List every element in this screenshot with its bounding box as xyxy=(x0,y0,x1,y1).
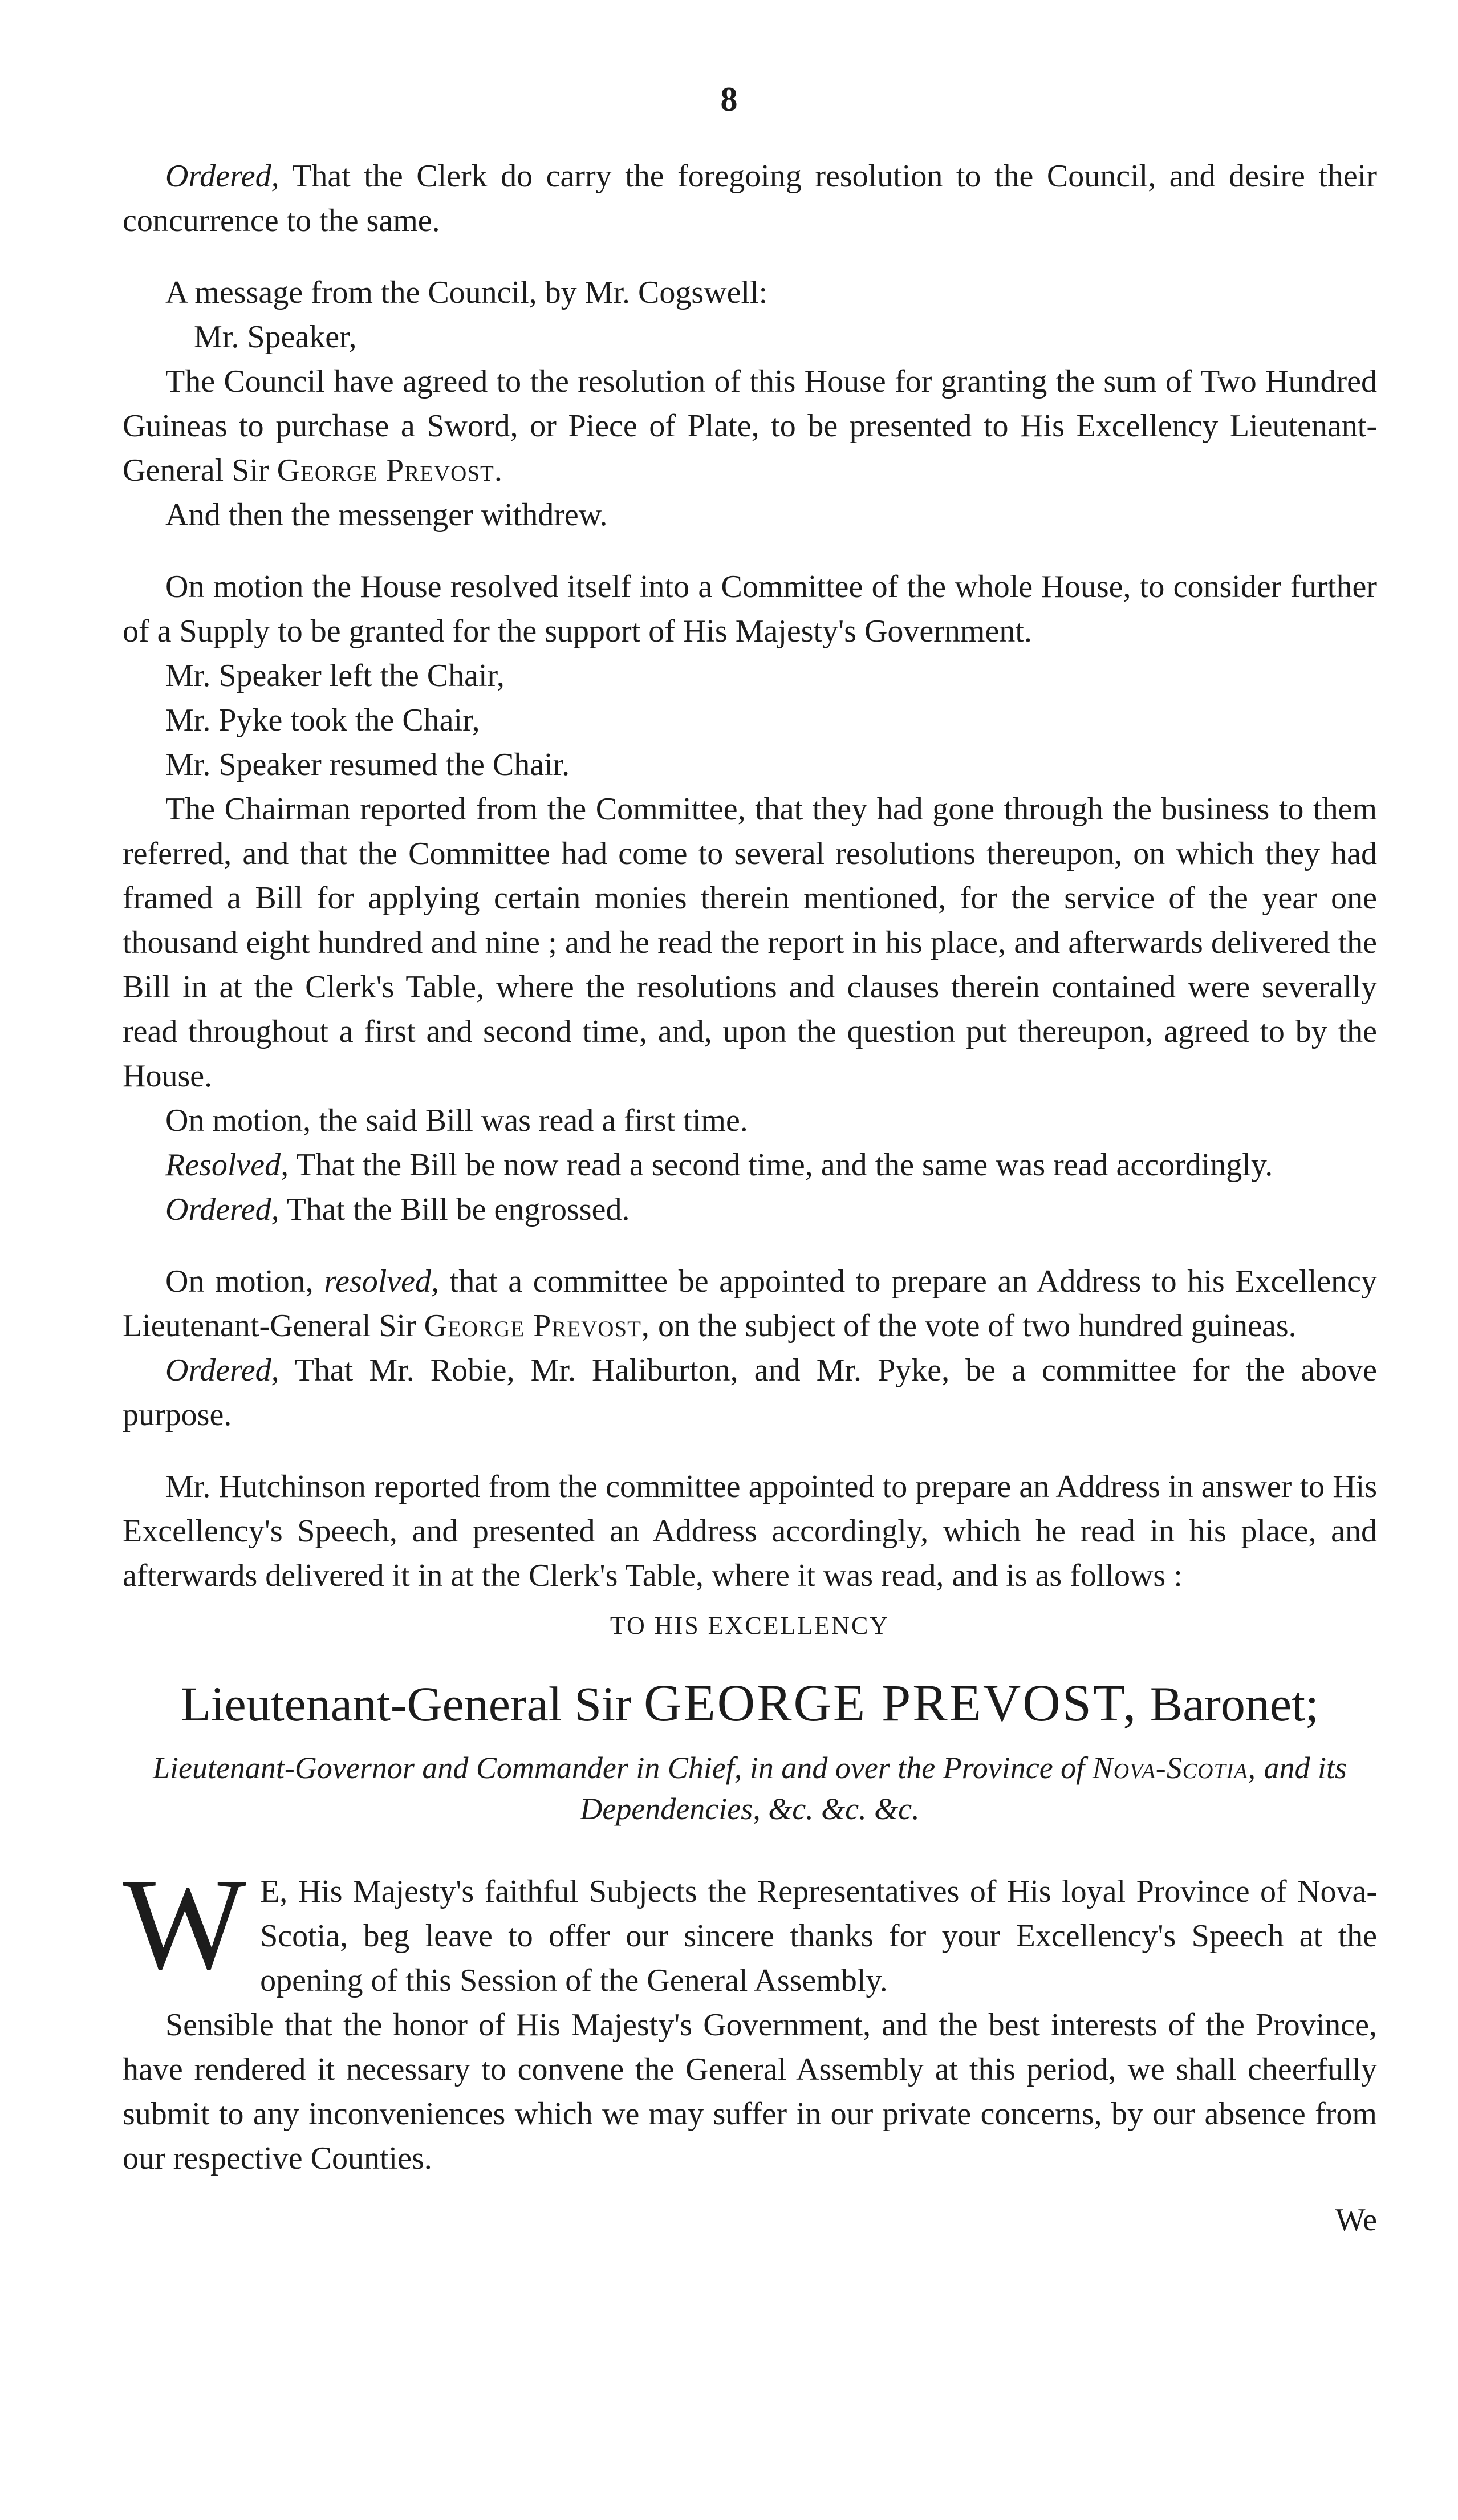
address-title-text: Lieutenant-Governor and Commander in Chief, in and over the Province of xyxy=(152,1751,1093,1785)
ordered-label: Ordered, xyxy=(165,1192,279,1227)
paragraph-text: That the Bill be now read a second time, and the same was read accordingly. xyxy=(289,1147,1273,1183)
address-title-province: Nova-Scotia, xyxy=(1092,1751,1257,1785)
ordered-label: Ordered, xyxy=(165,159,279,194)
paragraph-pyke-chair: Mr. Pyke took the Chair, xyxy=(165,703,480,738)
paragraph-text: That the Clerk do carry the foregoing resolution to the Council, and desire their concurrence to the same. xyxy=(123,159,1377,238)
address-name-rank: Lieutenant-General Sir xyxy=(181,1677,644,1731)
paragraph-engrossed xyxy=(123,1187,1377,1232)
paragraph-text: E, His Majesty's faithful Subjects the Representatives of His loyal Province of Nova-Scotia, beg leave to offer our sincere thanks for your Excellency's Speech at the opening of this Session of the General Assembly. xyxy=(260,1874,1377,1998)
paragraph-address-committee xyxy=(123,1259,1377,1348)
paragraph-committee-motion: On motion the House resolved itself into a Committee of the whole House, to consider further of a Supply to be granted for the support of His Majesty's Government. xyxy=(123,569,1377,649)
paragraph-text: on the subject of the vote of two hundred guineas. xyxy=(649,1308,1297,1344)
name-george-prevost: George Prevost, xyxy=(424,1308,650,1344)
paragraph-sensible: Sensible that the honor of His Majesty's Government, and the best interests of the Province, have rendered it necessary to convene the General Assembly at this period, we shall cheerfully submit to any inconveniences which we may suffer in our private concerns, by our absence from our respective Counties. xyxy=(123,2007,1377,2176)
journal-body xyxy=(123,154,1377,2242)
paragraph-text: that a committee be appointed to prepare an Address to his Excellency Lieutenant-General Sir xyxy=(123,1264,1377,1344)
paragraph-council-agreed xyxy=(123,359,1377,493)
address-name-george-prevost: GEORGE PREVOST, xyxy=(644,1674,1138,1732)
paragraph-message: A message from the Council, by Mr. Cogswell: xyxy=(165,275,768,310)
drop-cap: W xyxy=(123,1851,247,1996)
paragraph-chairman-report: The Chairman reported from the Committee, that they had gone through the business to them referred, and that the Committee had come to several resolutions thereupon, on which they had framed a Bill for applying certain monies therein mentioned, for the service of the year one thousand eight hundred and nine ; and he read the report in his place, and afterwards delivered the Bill in at the Clerk's Table, where the resolutions and clauses therein contained were severally read throughout a first and second time, and, upon the question put thereupon, agreed to by the House. xyxy=(123,792,1377,1094)
name-george-prevost: George Prevost. xyxy=(277,453,503,488)
paragraph-committee-members xyxy=(123,1348,1377,1437)
ordered-label: Ordered, xyxy=(165,1353,279,1388)
paragraph-second-reading xyxy=(123,1143,1377,1187)
resolved-label: Resolved, xyxy=(165,1147,289,1183)
paragraph-speaker-left: Mr. Speaker left the Chair, xyxy=(165,658,505,693)
page-number: 8 xyxy=(720,80,738,118)
address-heading-title xyxy=(123,1747,1377,1829)
paragraph-text: The Council have agreed to the resolution of this House for granting the sum of Two Hundred Guineas to purchase a Sword, or Piece of Plate, to be presented to His Excellency Lieutenant-General Sir xyxy=(123,364,1377,488)
paragraph-hutchinson-report: Mr. Hutchinson reported from the committee appointed to prepare an Address in answer to His Excellency's Speech, and presented an Address accordingly, which he read in his place, and afterwards delivered it in at the Clerk's Table, where it was read, and is as follows : xyxy=(123,1469,1377,1593)
paragraph-text: That the Bill be engrossed. xyxy=(279,1192,630,1227)
address-heading-name xyxy=(123,1669,1377,1738)
address-name-baronet: Baronet; xyxy=(1138,1677,1319,1731)
paragraph-first-reading: On motion, the said Bill was read a first time. xyxy=(165,1103,748,1138)
address-opening-paragraph xyxy=(123,1851,1377,2003)
resolved-label: resolved, xyxy=(324,1264,440,1299)
address-heading-to: TO HIS EXCELLENCY xyxy=(610,1612,890,1640)
paragraph-messenger: And then the messenger withdrew. xyxy=(165,497,608,533)
address-title-text: and its Dependencies, &c. &c. &c. xyxy=(580,1751,1347,1826)
paragraph-speaker-resumed: Mr. Speaker resumed the Chair. xyxy=(165,747,570,782)
paragraph-text: That Mr. Robie, Mr. Haliburton, and Mr. Pyke, be a committee for the above purpose. xyxy=(123,1353,1377,1433)
paragraph-ordered-council xyxy=(123,154,1377,243)
catchword: We xyxy=(1335,2202,1377,2238)
paragraph-text: On motion, xyxy=(165,1264,324,1299)
paragraph-salutation: Mr. Speaker, xyxy=(194,319,357,355)
